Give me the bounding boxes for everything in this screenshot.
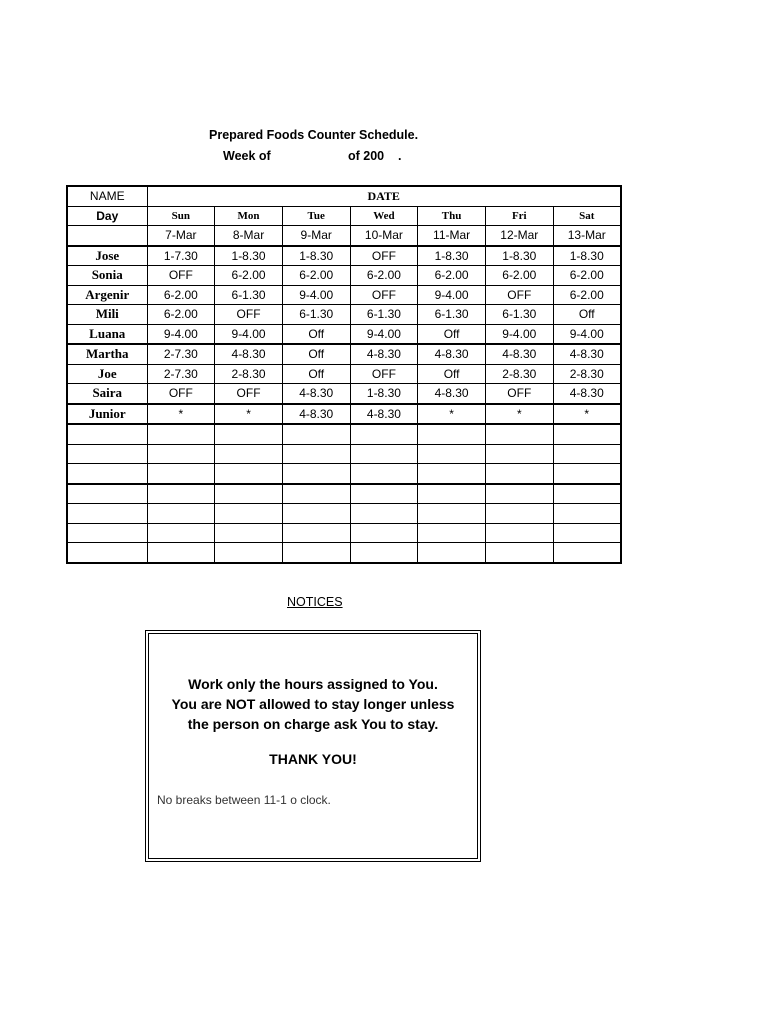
weekday-row — [67, 206, 621, 226]
empty-cell — [418, 523, 486, 543]
empty-cell — [67, 504, 147, 524]
shift-cell: Off — [418, 364, 486, 384]
empty-cell — [418, 484, 486, 504]
table-row — [67, 404, 621, 425]
shift-cell: OFF — [350, 364, 418, 384]
notice-line-1: Work only the hours assigned to You. — [188, 676, 438, 692]
shift-cell: * — [215, 404, 283, 425]
empty-cell — [553, 504, 621, 524]
table-row — [67, 324, 621, 344]
empty-cell — [553, 444, 621, 464]
employee-name: Mili — [67, 305, 147, 325]
employee-name: Martha — [67, 344, 147, 364]
empty-cell — [418, 543, 486, 563]
empty-row — [67, 424, 621, 444]
weekday-header: Thu — [418, 206, 486, 226]
shift-cell: OFF — [350, 285, 418, 305]
empty-cell — [147, 464, 215, 484]
empty-cell — [418, 444, 486, 464]
name-column-header: NAME — [67, 186, 147, 206]
empty-cell — [282, 543, 350, 563]
shift-cell: 6-1.30 — [282, 305, 350, 325]
shift-cell: OFF — [485, 285, 553, 305]
empty-cell — [418, 464, 486, 484]
empty-cell — [485, 444, 553, 464]
empty-cell — [215, 464, 283, 484]
notice-line-3: the person on charge ask You to stay. — [187, 716, 439, 732]
table-row — [67, 285, 621, 305]
shift-cell: * — [147, 404, 215, 425]
notice-message — [149, 674, 477, 734]
empty-cell — [67, 543, 147, 563]
empty-cell — [147, 504, 215, 524]
empty-cell — [215, 523, 283, 543]
empty-row — [67, 444, 621, 464]
notice-line-2: You are NOT allowed to stay longer unless — [171, 696, 455, 712]
notice-breaks: No breaks between 11-1 o clock. — [157, 793, 331, 807]
empty-cell — [350, 444, 418, 464]
shift-cell: OFF — [147, 266, 215, 286]
table-row — [67, 364, 621, 384]
shift-cell: 6-2.00 — [553, 285, 621, 305]
shift-cell: 1-8.30 — [215, 246, 283, 266]
shift-cell: 2-8.30 — [553, 364, 621, 384]
empty-cell — [282, 484, 350, 504]
shift-cell: Off — [553, 305, 621, 325]
date-header: 10-Mar — [350, 226, 418, 246]
empty-cell — [282, 444, 350, 464]
shift-cell: 6-2.00 — [215, 266, 283, 286]
shift-cell: 6-2.00 — [282, 266, 350, 286]
empty-cell — [485, 523, 553, 543]
employee-name: Jose — [67, 246, 147, 266]
year-label — [348, 149, 402, 163]
empty-cell — [485, 504, 553, 524]
shift-cell: 4-8.30 — [418, 344, 486, 364]
empty-cell — [215, 444, 283, 464]
shift-cell: OFF — [215, 305, 283, 325]
empty-cell — [67, 444, 147, 464]
empty-cell — [67, 464, 147, 484]
empty-row — [67, 504, 621, 524]
empty-cell — [350, 484, 418, 504]
weekday-header: Sat — [553, 206, 621, 226]
empty-cell — [350, 424, 418, 444]
date-row-header — [67, 226, 147, 246]
empty-cell — [553, 523, 621, 543]
date-header: 12-Mar — [485, 226, 553, 246]
empty-cell — [350, 504, 418, 524]
empty-cell — [147, 523, 215, 543]
table-header-row — [67, 186, 621, 206]
date-header: 13-Mar — [553, 226, 621, 246]
week-label: Week of — [223, 149, 271, 163]
notices-heading: NOTICES — [287, 595, 343, 609]
shift-cell: * — [485, 404, 553, 425]
shift-cell: 9-4.00 — [350, 324, 418, 344]
employee-name: Argenir — [67, 285, 147, 305]
shift-cell: 2-8.30 — [485, 364, 553, 384]
table-row — [67, 305, 621, 325]
empty-cell — [215, 543, 283, 563]
empty-cell — [282, 424, 350, 444]
shift-cell: * — [418, 404, 486, 425]
shift-cell: 2-8.30 — [215, 364, 283, 384]
shift-cell: 6-2.00 — [147, 305, 215, 325]
shift-cell: 6-1.30 — [485, 305, 553, 325]
date-column-header: DATE — [147, 186, 621, 206]
date-header: 9-Mar — [282, 226, 350, 246]
shift-cell: * — [553, 404, 621, 425]
empty-cell — [553, 464, 621, 484]
empty-cell — [553, 543, 621, 563]
empty-row — [67, 543, 621, 563]
empty-row — [67, 484, 621, 504]
shift-cell: 4-8.30 — [350, 404, 418, 425]
empty-cell — [282, 504, 350, 524]
shift-cell: 2-7.30 — [147, 344, 215, 364]
empty-cell — [553, 484, 621, 504]
shift-cell: 9-4.00 — [215, 324, 283, 344]
empty-cell — [215, 484, 283, 504]
date-header: 11-Mar — [418, 226, 486, 246]
shift-cell: 6-2.00 — [418, 266, 486, 286]
weekday-header: Tue — [282, 206, 350, 226]
shift-cell: 6-2.00 — [350, 266, 418, 286]
empty-cell — [67, 424, 147, 444]
shift-cell: 1-8.30 — [485, 246, 553, 266]
shift-cell: 4-8.30 — [215, 344, 283, 364]
schedule-table — [66, 185, 622, 564]
empty-cell — [67, 523, 147, 543]
empty-cell — [147, 543, 215, 563]
shift-cell: 1-8.30 — [418, 246, 486, 266]
table-row — [67, 384, 621, 404]
shift-cell: Off — [282, 324, 350, 344]
shift-cell: 9-4.00 — [147, 324, 215, 344]
empty-cell — [282, 464, 350, 484]
weekday-header: Wed — [350, 206, 418, 226]
shift-cell: 1-8.30 — [282, 246, 350, 266]
notice-box — [145, 630, 481, 862]
empty-cell — [67, 484, 147, 504]
shift-cell: 9-4.00 — [553, 324, 621, 344]
empty-cell — [282, 523, 350, 543]
shift-cell: 4-8.30 — [553, 384, 621, 404]
empty-cell — [350, 543, 418, 563]
shift-cell: 4-8.30 — [282, 404, 350, 425]
shift-cell: Off — [418, 324, 486, 344]
empty-cell — [215, 424, 283, 444]
empty-row — [67, 523, 621, 543]
shift-cell: 1-8.30 — [553, 246, 621, 266]
empty-cell — [147, 444, 215, 464]
empty-cell — [215, 504, 283, 524]
employee-name: Sonia — [67, 266, 147, 286]
shift-cell: 1-8.30 — [350, 384, 418, 404]
employee-name: Luana — [67, 324, 147, 344]
shift-cell: 6-2.00 — [485, 266, 553, 286]
shift-cell: OFF — [147, 384, 215, 404]
empty-cell — [147, 484, 215, 504]
table-row — [67, 344, 621, 364]
shift-cell: 4-8.30 — [553, 344, 621, 364]
shift-cell: OFF — [485, 384, 553, 404]
schedule-title: Prepared Foods Counter Schedule. — [209, 128, 419, 142]
notice-thanks: THANK YOU! — [269, 751, 357, 767]
year-text: of 200 — [348, 149, 385, 163]
shift-cell: 6-1.30 — [215, 285, 283, 305]
day-row-header: Day — [67, 206, 147, 226]
empty-cell — [485, 464, 553, 484]
empty-cell — [553, 424, 621, 444]
shift-cell: 4-8.30 — [282, 384, 350, 404]
employee-name: Saira — [67, 384, 147, 404]
shift-cell: Off — [282, 344, 350, 364]
shift-cell: OFF — [350, 246, 418, 266]
shift-cell: Off — [282, 364, 350, 384]
shift-cell: 9-4.00 — [418, 285, 486, 305]
shift-cell: 6-1.30 — [418, 305, 486, 325]
empty-cell — [350, 523, 418, 543]
date-header: 7-Mar — [147, 226, 215, 246]
empty-cell — [147, 424, 215, 444]
shift-cell: 6-2.00 — [147, 285, 215, 305]
empty-cell — [418, 504, 486, 524]
shift-cell: 4-8.30 — [418, 384, 486, 404]
year-suffix: . — [398, 149, 402, 163]
employee-name: Junior — [67, 404, 147, 425]
empty-row — [67, 464, 621, 484]
table-row — [67, 266, 621, 286]
shift-cell: OFF — [215, 384, 283, 404]
shift-cell: 6-1.30 — [350, 305, 418, 325]
table-row — [67, 246, 621, 266]
empty-cell — [485, 424, 553, 444]
empty-cell — [485, 484, 553, 504]
shift-cell: 4-8.30 — [485, 344, 553, 364]
notice-box-inner — [148, 633, 478, 859]
date-row — [67, 226, 621, 246]
empty-cell — [418, 424, 486, 444]
shift-cell: 9-4.00 — [485, 324, 553, 344]
employee-name: Joe — [67, 364, 147, 384]
empty-cell — [350, 464, 418, 484]
shift-cell: 1-7.30 — [147, 246, 215, 266]
shift-cell: 9-4.00 — [282, 285, 350, 305]
weekday-header: Mon — [215, 206, 283, 226]
shift-cell: 6-2.00 — [553, 266, 621, 286]
shift-cell: 4-8.30 — [350, 344, 418, 364]
weekday-header: Fri — [485, 206, 553, 226]
shift-cell: 2-7.30 — [147, 364, 215, 384]
weekday-header: Sun — [147, 206, 215, 226]
date-header: 8-Mar — [215, 226, 283, 246]
empty-cell — [485, 543, 553, 563]
